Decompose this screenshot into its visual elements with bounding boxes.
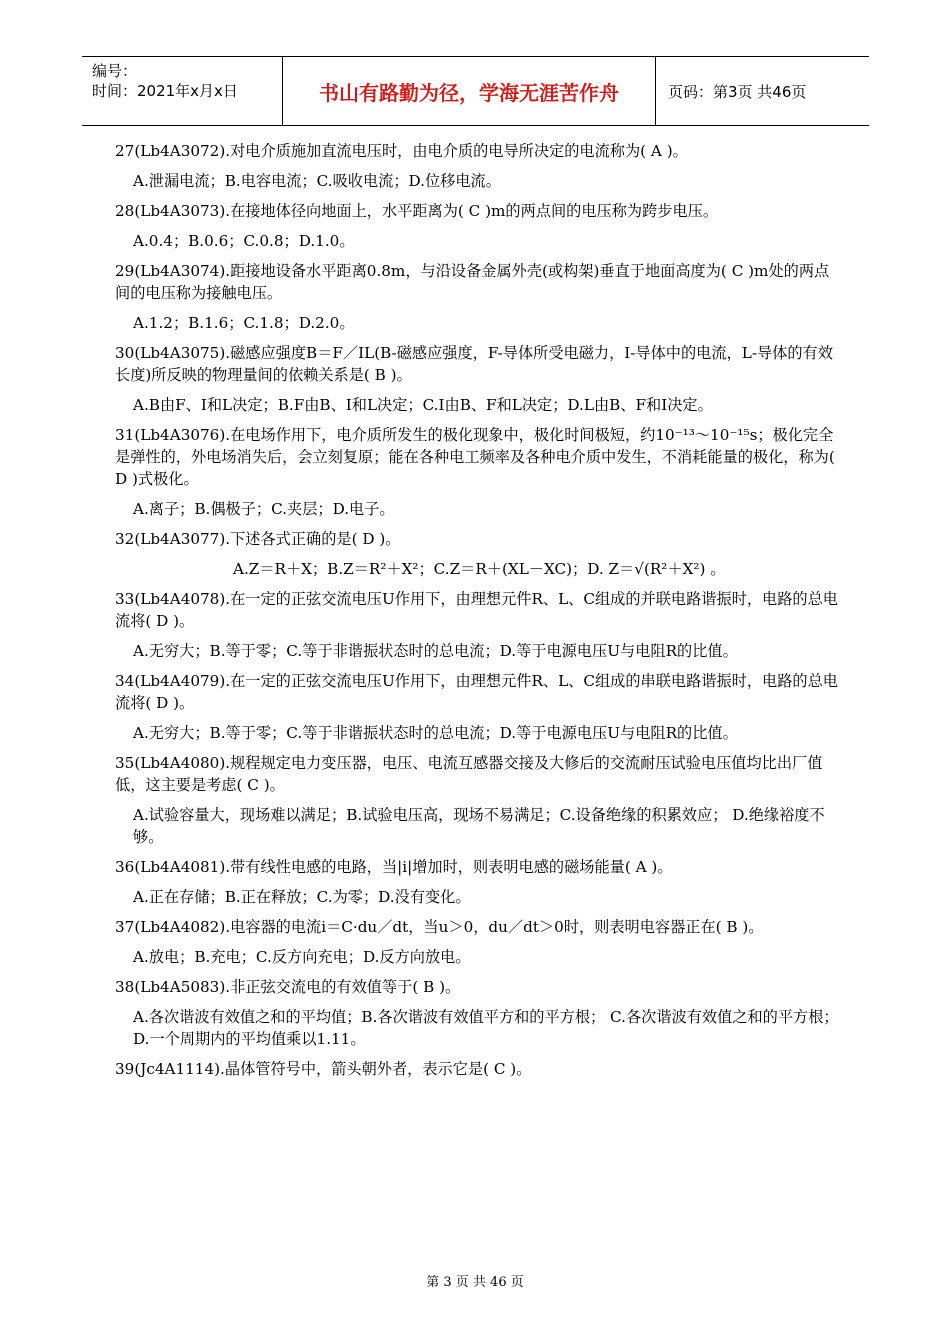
page-info: 页码：第3页 共46页 (668, 82, 807, 101)
options-30: A.B由F、I和L决定；B.F由B、I和L决定；C.I由B、F和L决定；D.L由B、F和I决定。 (133, 396, 713, 414)
question-27: 27(Lb4A3072).对电介质施加直流电压时，由电介质的电导所决定的电流称为( A )。 (115, 142, 688, 160)
options-33: A.无穷大；B.等于零；C.等于非谐振状态时的总电流；D.等于电源电压U与电阻R的比值。 (133, 642, 738, 660)
question-35: 35(Lb4A4080).规程规定电力变压器，电压、电流互感器交接及大修后的交流耐压试验电压值均比出厂值低，这主要是考虑( C )。 (115, 754, 823, 794)
options-28: A.0.4；B.0.6；C.0.8；D.1.0。 (133, 232, 355, 250)
question-33: 33(Lb4A4078).在一定的正弦交流电压U作用下，由理想元件R、L、C组成的并联电路谐振时，电路的总电流将( D )。 (115, 590, 838, 630)
question-32: 32(Lb4A3077).下述各式正确的是( D )。 (115, 530, 401, 548)
question-39: 39(Jc4A1114).晶体管符号中，箭头朝外者，表示它是( C )。 (115, 1060, 532, 1078)
question-29: 29(Lb4A3074).距接地设备水平距离0.8m，与沿设备金属外壳(或构架)垂直于地面高度为( C )m处的两点间的电压称为接触电压。 (115, 262, 830, 302)
options-36: A.正在存储；B.正在释放；C.为零；D.没有变化。 (133, 888, 471, 906)
options-27: A.泄漏电流；B.电容电流；C.吸收电流；D.位移电流。 (133, 172, 501, 190)
number-label: 编号： (92, 62, 138, 80)
question-38: 38(Lb4A5083).非正弦交流电的有效值等于( B )。 (115, 978, 461, 996)
options-31: A.离子；B.偶极子；C.夹层；D.电子。 (133, 500, 395, 518)
options-34: A.无穷大；B.等于零；C.等于非谐振状态时的总电流；D.等于电源电压U与电阻R的比值。 (133, 724, 738, 742)
options-37: A.放电；B.充电；C.反方向充电；D.反方向放电。 (133, 948, 471, 966)
document-header (82, 56, 869, 126)
time-label: 时间：2021年x月x日 (92, 82, 238, 100)
motto: 书山有路勤为径，学海无涯苦作舟 (282, 57, 656, 125)
options-35: A.试验容量大，现场难以满足；B.试验电压高，现场不易满足；C.设备绝缘的积累效应； D.绝缘裕度不够。 (133, 806, 825, 846)
question-34: 34(Lb4A4079).在一定的正弦交流电压U作用下，由理想元件R、L、C组成的串联电路谐振时，电路的总电流将( D )。 (115, 672, 838, 712)
header-meta (82, 57, 282, 125)
options-38: A.各次谐波有效值之和的平均值；B.各次谐波有效值平方和的平方根； C.各次谐波有效值之和的平方根；D.一个周期内的平均值乘以1.11。 (133, 1008, 839, 1048)
question-36: 36(Lb4A4081).带有线性电感的电路，当|i|增加时，则表明电感的磁场能量( A )。 (115, 858, 673, 876)
question-37: 37(Lb4A4082).电容器的电流i＝C·du／dt，当u＞0，du／dt＞0时，则表明电容器正在( B )。 (115, 918, 764, 936)
question-30: 30(Lb4A3075).磁感应强度B＝F／IL(B-磁感应强度，F-导体所受电磁力，I-导体中的电流，L-导体的有效长度)所反映的物理量间的依赖关系是( B )。 (115, 344, 833, 384)
page-footer: 第 3 页 共 46 页 (426, 1275, 524, 1290)
question-list (115, 140, 840, 1088)
question-31: 31(Lb4A3076).在电场作用下，电介质所发生的极化现象中，极化时间极短，约10⁻¹³～10⁻¹⁵s；极化完全是弹性的，外电场消失后，会立刻复原；能在各种电工频率及各种电介质中发生，不消耗能量的极化，称为( D )式极化。 (115, 426, 835, 488)
formula-options-32: A.Z＝R＋X；B.Z＝R²＋X²；C.Z＝R＋(XL－XC)；D. Z＝√(R²＋X²) 。 (233, 560, 726, 578)
options-29: A.1.2；B.1.6；C.1.8；D.2.0。 (133, 314, 355, 332)
question-28: 28(Lb4A3073).在接地体径向地面上，水平距离为( C )m的两点间的电压称为跨步电压。 (115, 202, 719, 220)
